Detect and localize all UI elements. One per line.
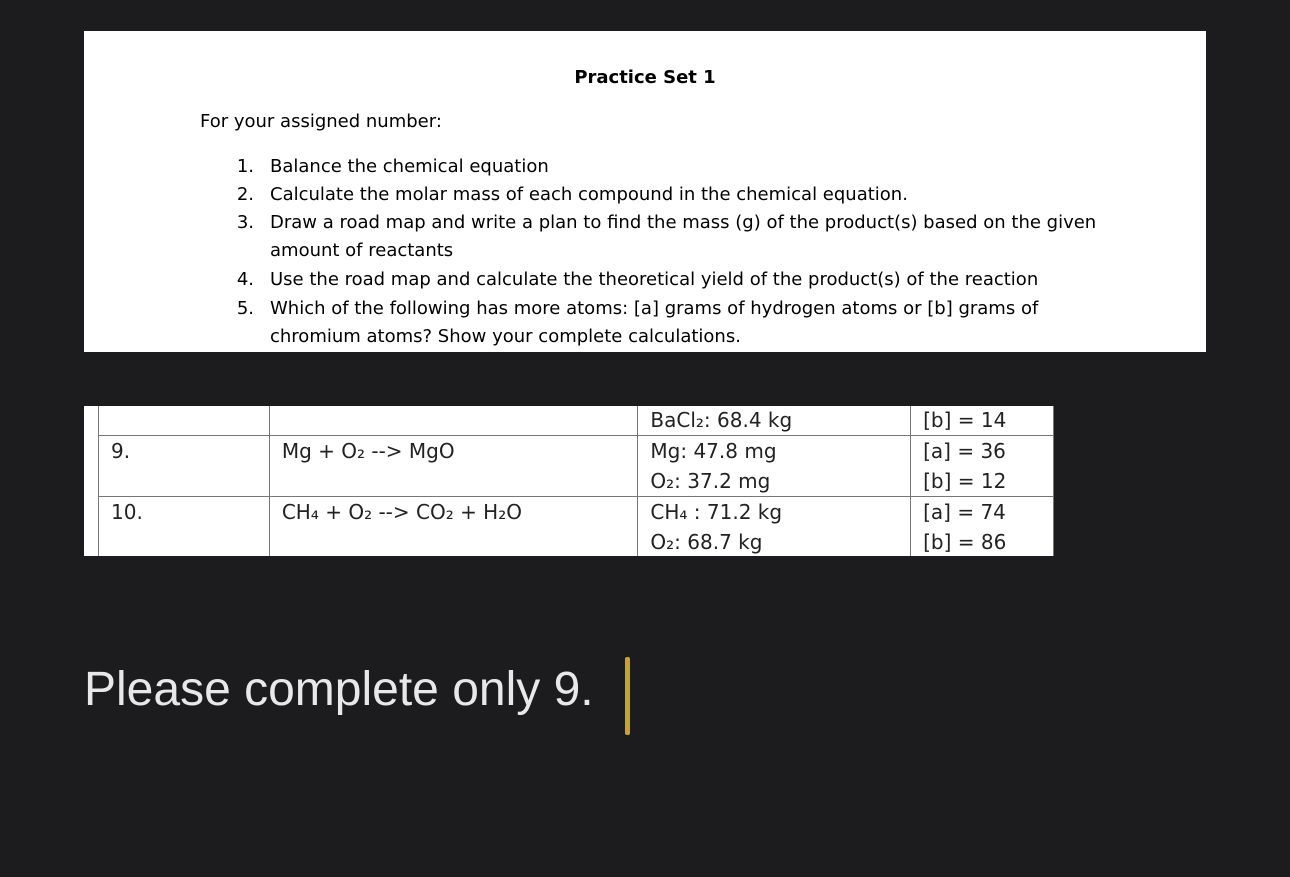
message-text-input[interactable]: Please complete only 9. [84, 663, 594, 716]
problem-number: 10. [99, 497, 270, 557]
reactant-amount: O₂: 37.2 mg [650, 469, 771, 493]
instruction-number: 1. [236, 156, 254, 177]
table-row-9 [99, 436, 1054, 497]
problem-number: 9. [99, 436, 270, 497]
reactant-amount: O₂: 68.7 kg [650, 530, 763, 554]
table-cell [269, 406, 638, 436]
reactant-amount: CH₄ : 71.2 kg [650, 500, 783, 524]
instruction-text: Which of the following has more atoms: [a] grams of hydrogen atoms or [b] grams of chromium atoms? Show your complete calculations. [270, 298, 1039, 347]
amount-cell [638, 497, 911, 557]
problem-table [98, 406, 1054, 556]
instruction-text: Use the road map and calculate the theoretical yield of the product(s) of the reaction [270, 269, 1039, 290]
text-cursor [625, 657, 630, 735]
instruction-number: 4. [236, 269, 254, 290]
atoms-value-a: [a] = 36 [923, 439, 1006, 463]
instruction-number: 2. [236, 184, 254, 205]
worksheet-instructions-image [84, 31, 1206, 352]
table-row-10 [99, 497, 1054, 557]
atoms-cell [911, 497, 1054, 557]
amount-cell: BaCl₂: 68.4 kg [638, 406, 911, 436]
instruction-number: 5. [236, 298, 254, 319]
problem-table-image [84, 406, 1054, 556]
worksheet-title: Practice Set 1 [574, 67, 716, 88]
atoms-value-a: [a] = 74 [923, 500, 1006, 524]
instruction-text: Draw a road map and write a plan to find the mass (g) of the product(s) based on the given amount of reactants [270, 212, 1097, 261]
chemical-equation: CH₄ + O₂ --> CO₂ + H₂O [269, 497, 638, 557]
table-row-partial [99, 406, 1054, 436]
atoms-value-b: [b] = 12 [923, 469, 1007, 493]
reactant-amount: Mg: 47.8 mg [650, 439, 777, 463]
table-cell [99, 406, 270, 436]
instruction-text: Calculate the molar mass of each compound in the chemical equation. [270, 184, 908, 205]
worksheet-intro: For your assigned number: [200, 111, 442, 132]
atoms-value-b: [b] = 86 [923, 530, 1007, 554]
amount-cell [638, 436, 911, 497]
chemical-equation: Mg + O₂ --> MgO [269, 436, 638, 497]
table-margin [84, 406, 99, 556]
instruction-text: Balance the chemical equation [270, 156, 549, 177]
atoms-cell: [b] = 14 [911, 406, 1054, 436]
atoms-cell [911, 436, 1054, 497]
instruction-number: 3. [236, 212, 254, 233]
